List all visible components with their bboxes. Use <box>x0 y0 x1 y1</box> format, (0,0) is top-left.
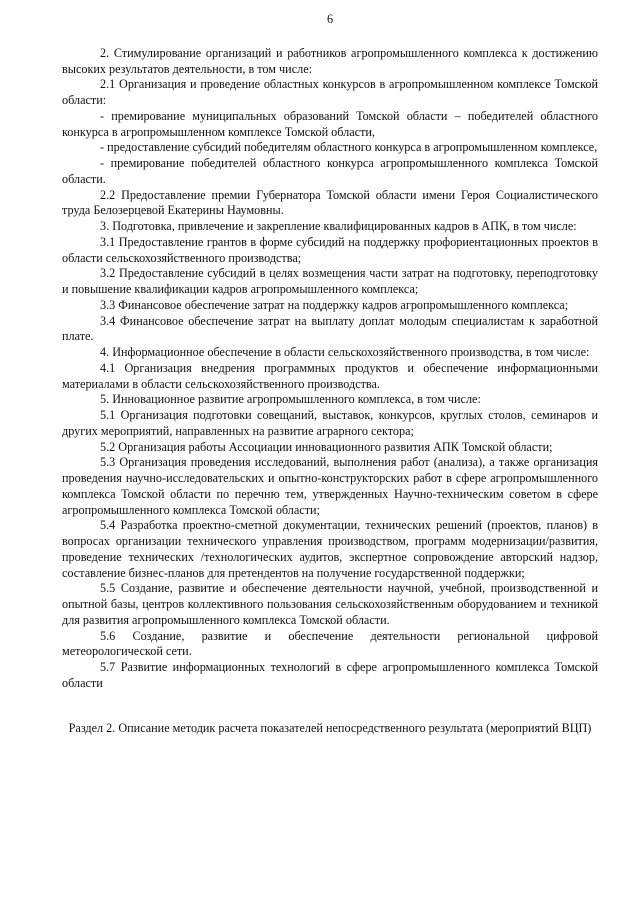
paragraph: 5.1 Организация подготовки совещаний, выставок, конкурсов, круглых столов, семинаров и других мероприятий, направленных на развитие аграрного сектора; <box>62 408 598 438</box>
paragraph: 5.4 Разработка проектно-сметной документации, технических решений (проектов, планов) в вопросах организации технического управления производством, программ модернизации/развития, проведение технических /технологических аудитов, экспертное сопровождение авторский надзор, составление бизнес-планов для претендентов на получение государственной поддержки; <box>62 518 598 580</box>
paragraph: - премирование победителей областного конкурса агропромышленного комплекса Томской области. <box>62 156 598 186</box>
paragraph: 5.3 Организация проведения исследований, выполнения работ (анализа), а также организация проведения научно-исследовательских и опытно-конструкторских работ в сфере агропромышленного комплекса Томской области по перечню тем, утвержденных Научно-техническим советом в сфере агропромышленного комплекса Томской области; <box>62 455 598 517</box>
paragraph: 5.6 Создание, развитие и обеспечение деятельности региональной цифровой метеорологической сети. <box>62 628 598 659</box>
paragraph: 2.1 Организация и проведение областных конкурсов в агропромышленном комплексе Томской области: <box>62 77 598 107</box>
paragraph: 5.5 Создание, развитие и обеспечение деятельности научной, учебной, производственной и опытной базы, центров коллективного пользования сельскохозяйственным оборудованием и техникой для развития агропромышленного комплекса Томской области. <box>62 581 598 627</box>
paragraph: 2.2 Предоставление премии Губернатора Томской области имени Героя Социалистического труда Белозерцевой Екатерины Наумовны. <box>62 187 598 218</box>
page-number: 6 <box>326 12 334 26</box>
paragraph: 5.2 Организация работы Ассоциации инновационного развития АПК Томской области; <box>100 439 553 454</box>
paragraph: 3.3 Финансовое обеспечение затрат на поддержку кадров агропромышленного комплекса; <box>100 297 569 312</box>
paragraph: - предоставление субсидий победителям областного конкурса в агропромышленном комплексе, <box>100 140 598 155</box>
paragraph: 3. Подготовка, привлечение и закрепление квалифицированных кадров в АПК, в том числе: <box>100 219 577 233</box>
paragraph: 3.1 Предоставление грантов в форме субсидий на поддержку профориентационных проектов в области сельскохозяйственного производства; <box>62 234 598 265</box>
paragraph: 3.4 Финансовое обеспечение затрат на выплату доплат молодым специалистам к заработной плате. <box>62 313 598 344</box>
paragraph: 5.7 Развитие информационных технологий в сфере агропромышленного комплекса Томской области <box>62 660 598 690</box>
paragraph: 4. Информационное обеспечение в области сельскохозяйственного производства, в том числе: <box>100 345 590 359</box>
paragraph: 2. Стимулирование организаций и работников агропромышленного комплекса к достижению высоких результатов деятельности, в том числе: <box>62 45 598 76</box>
document-page <box>62 12 598 736</box>
paragraph: 4.1 Организация внедрения программных продуктов и обеспечение информационными материалами в области сельскохозяйственного производства. <box>62 360 598 391</box>
paragraph: - премирование муниципальных образований Томской области – победителей областного конкурса в агропромышленном комплексе Томской области, <box>62 108 598 139</box>
section-heading: Раздел 2. Описание методик расчета показателей непосредственного результата (мероприятий ВЦП) <box>68 720 592 735</box>
paragraph: 3.2 Предоставление субсидий в целях возмещения части затрат на подготовку, переподготовку и повышение квалификации кадров агропромышленного комплекса; <box>62 266 598 296</box>
paragraph: 5. Инновационное развитие агропромышленного комплекса, в том числе: <box>100 392 481 407</box>
